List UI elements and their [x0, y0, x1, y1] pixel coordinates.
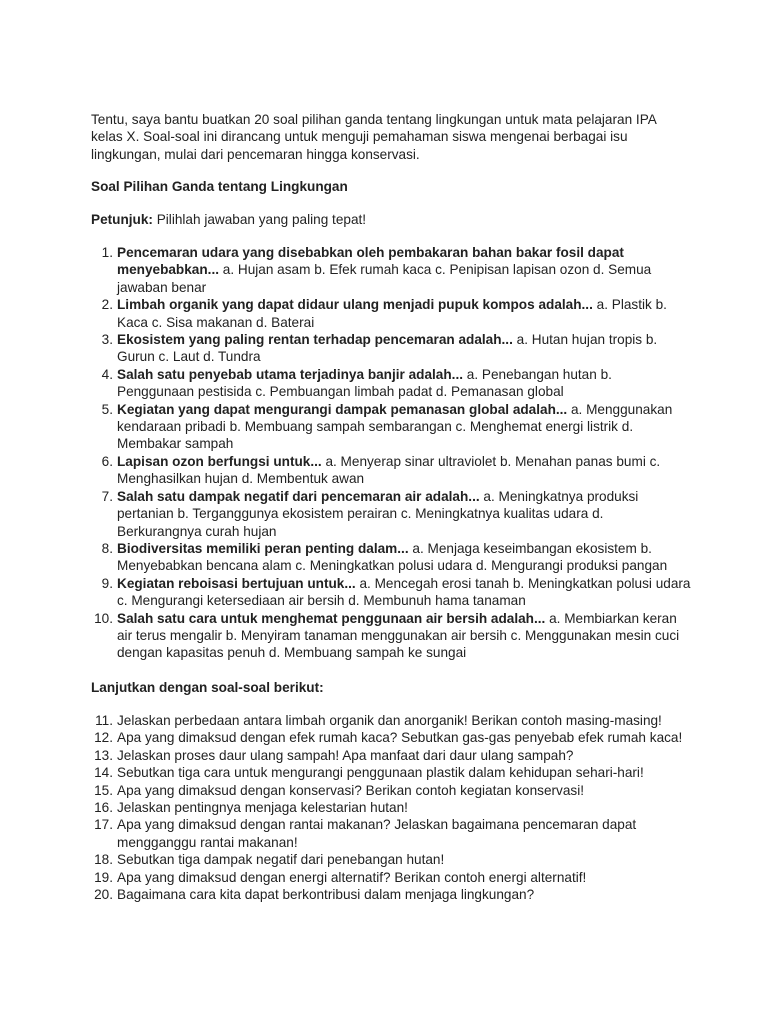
- item-number: 20.: [94, 887, 113, 903]
- answer-options: a. Membiarkan keran air terus mengalir b. Menyiram tanaman menggunakan air bersih c. Menggunakan mesin cuci dengan kapasitas penuh d. Membuang sampah ke sungai: [117, 610, 680, 661]
- list-item: [91, 799, 691, 816]
- list-item: [91, 331, 691, 366]
- answer-options: a. Plastik b. Kaca c. Sisa makanan d. Baterai: [117, 297, 667, 330]
- list-item: [91, 610, 691, 662]
- question-text: Jelaskan pentingnya menjaga kelestarian hutan!: [117, 800, 408, 816]
- answer-options: a. Meningkatnya produksi pertanian b. Terganggunya ekosistem perairan c. Meningkatnya kualitas udara d. Berkurangnya curah hujan: [117, 488, 639, 539]
- question-text: Sebutkan tiga cara untuk mengurangi penggunaan plastik dalam kehidupan sehari-hari!: [117, 765, 644, 781]
- list-item: [91, 488, 691, 540]
- list-item: [91, 540, 691, 575]
- list-item: [91, 764, 691, 781]
- item-number: 10.: [94, 610, 113, 626]
- item-number: 17.: [94, 817, 113, 833]
- list-item: [91, 747, 691, 764]
- answer-options: a. Menggunakan kendaraan pribadi b. Membuang sampah sembarangan c. Menghemat energi listrik d. Membakar sampah: [117, 401, 673, 452]
- question-text: Apa yang dimaksud dengan energi alternatif? Berikan contoh energi alternatif!: [117, 869, 587, 885]
- question-text: Apa yang dimaksud dengan rantai makanan? Jelaskan bagaimana pencemaran dapat mengganggu rantai makanan!: [117, 817, 637, 850]
- item-number: 3.: [101, 332, 113, 348]
- item-number: 14.: [94, 765, 113, 781]
- list-item: [91, 575, 691, 610]
- question-text: Ekosistem yang paling rentan terhadap pencemaran adalah...: [117, 332, 513, 348]
- answer-options: a. Menyerap sinar ultraviolet b. Menahan panas bumi c. Menghasilkan hujan d. Membentuk awan: [117, 453, 661, 487]
- question-text: Apa yang dimaksud dengan konservasi? Berikan contoh kegiatan konservasi!: [117, 782, 585, 798]
- item-number: 11.: [95, 713, 113, 728]
- answer-options: a. Menjaga keseimbangan ekosistem b. Menyebabkan bencana alam c. Meningkatkan polusi udara d. Mengurangi produksi pangan: [117, 540, 668, 574]
- list-item: [91, 782, 691, 799]
- section-heading: Soal Pilihan Ganda tentang Lingkungan: [91, 179, 348, 194]
- question-text: Jelaskan proses daur ulang sampah! Apa manfaat dari daur ulang sampah?: [117, 747, 574, 763]
- answer-options: a. Mencegah erosi tanah b. Meningkatkan polusi udara c. Mengurangi ketersediaan air bersih d. Membunuh hama tanaman: [117, 575, 691, 609]
- item-number: 12.: [94, 730, 113, 746]
- item-number: 1.: [101, 245, 113, 260]
- list-item: [91, 886, 691, 903]
- multiple-choice-list: [91, 244, 691, 662]
- item-number: 18.: [94, 852, 113, 868]
- item-number: 7.: [101, 488, 113, 504]
- item-number: 15.: [94, 782, 113, 798]
- question-text: Salah satu dampak negatif dari pencemaran air adalah...: [117, 488, 480, 504]
- list-item: [91, 869, 691, 886]
- question-text: Limbah organik yang dapat didaur ulang menjadi pupuk kompos adalah...: [117, 297, 593, 313]
- list-item: [91, 401, 691, 453]
- question-text: Bagaimana cara kita dapat berkontribusi dalam menjaga lingkungan?: [117, 887, 535, 903]
- answer-options: a. Hutan hujan tropis b. Gurun c. Laut d. Tundra: [117, 332, 658, 365]
- question-text: Lapisan ozon berfungsi untuk...: [117, 453, 322, 469]
- continue-heading: Lanjutkan dengan soal-soal berikut:: [91, 680, 324, 695]
- answer-options: a. Hujan asam b. Efek rumah kaca c. Penipisan lapisan ozon d. Semua jawaban benar: [117, 262, 652, 295]
- list-item: [91, 729, 691, 746]
- item-number: 2.: [101, 297, 113, 313]
- list-item: [91, 296, 691, 331]
- item-number: 8.: [101, 540, 113, 556]
- list-item: [91, 453, 691, 488]
- item-number: 5.: [101, 401, 113, 417]
- answer-options: a. Penebangan hutan b. Penggunaan pestisida c. Pembuangan limbah padat d. Pemanasan global: [117, 366, 612, 400]
- list-item: [91, 851, 691, 868]
- intro-paragraph: Tentu, saya bantu buatkan 20 soal pilihan ganda tentang lingkungan untuk mata pelajaran IPA kelas X. Soal-soal ini dirancang untuk menguji pemahaman siswa mengenai berbagai isu lingkungan, mulai dari pencemaran hingga konservasi.: [91, 112, 657, 162]
- question-text: Apa yang dimaksud dengan efek rumah kaca? Sebutkan gas-gas penyebab efek rumah kaca!: [117, 730, 683, 746]
- question-text: Jelaskan perbedaan antara limbah organik dan anorganik! Berikan contoh masing-masing!: [117, 713, 662, 728]
- item-number: 16.: [94, 800, 113, 816]
- instruction-line: [91, 211, 366, 228]
- list-item: [91, 712, 691, 729]
- question-text: Pencemaran udara yang disebabkan oleh pembakaran bahan bakar fosil dapat menyebabkan...: [117, 245, 624, 278]
- item-number: 19.: [94, 869, 113, 885]
- question-text: Kegiatan reboisasi bertujuan untuk...: [117, 575, 356, 591]
- item-number: 6.: [101, 453, 113, 469]
- list-item: [91, 366, 691, 401]
- question-text: Sebutkan tiga dampak negatif dari penebangan hutan!: [117, 852, 445, 868]
- list-item: [91, 244, 691, 296]
- item-number: 9.: [101, 575, 113, 591]
- item-number: 13.: [94, 747, 113, 763]
- question-text: Salah satu penyebab utama terjadinya banjir adalah...: [117, 366, 463, 382]
- list-item: [91, 816, 691, 851]
- question-text: Kegiatan yang dapat mengurangi dampak pemanasan global adalah...: [117, 401, 568, 417]
- essay-question-list: [91, 712, 691, 903]
- question-text: Biodiversitas memiliki peran penting dalam...: [117, 540, 409, 556]
- question-text: Salah satu cara untuk menghemat penggunaan air bersih adalah...: [117, 610, 546, 626]
- instruction-label: Petunjuk:: [91, 212, 153, 227]
- instruction-text: Pilihlah jawaban yang paling tepat!: [152, 212, 367, 227]
- item-number: 4.: [101, 366, 113, 382]
